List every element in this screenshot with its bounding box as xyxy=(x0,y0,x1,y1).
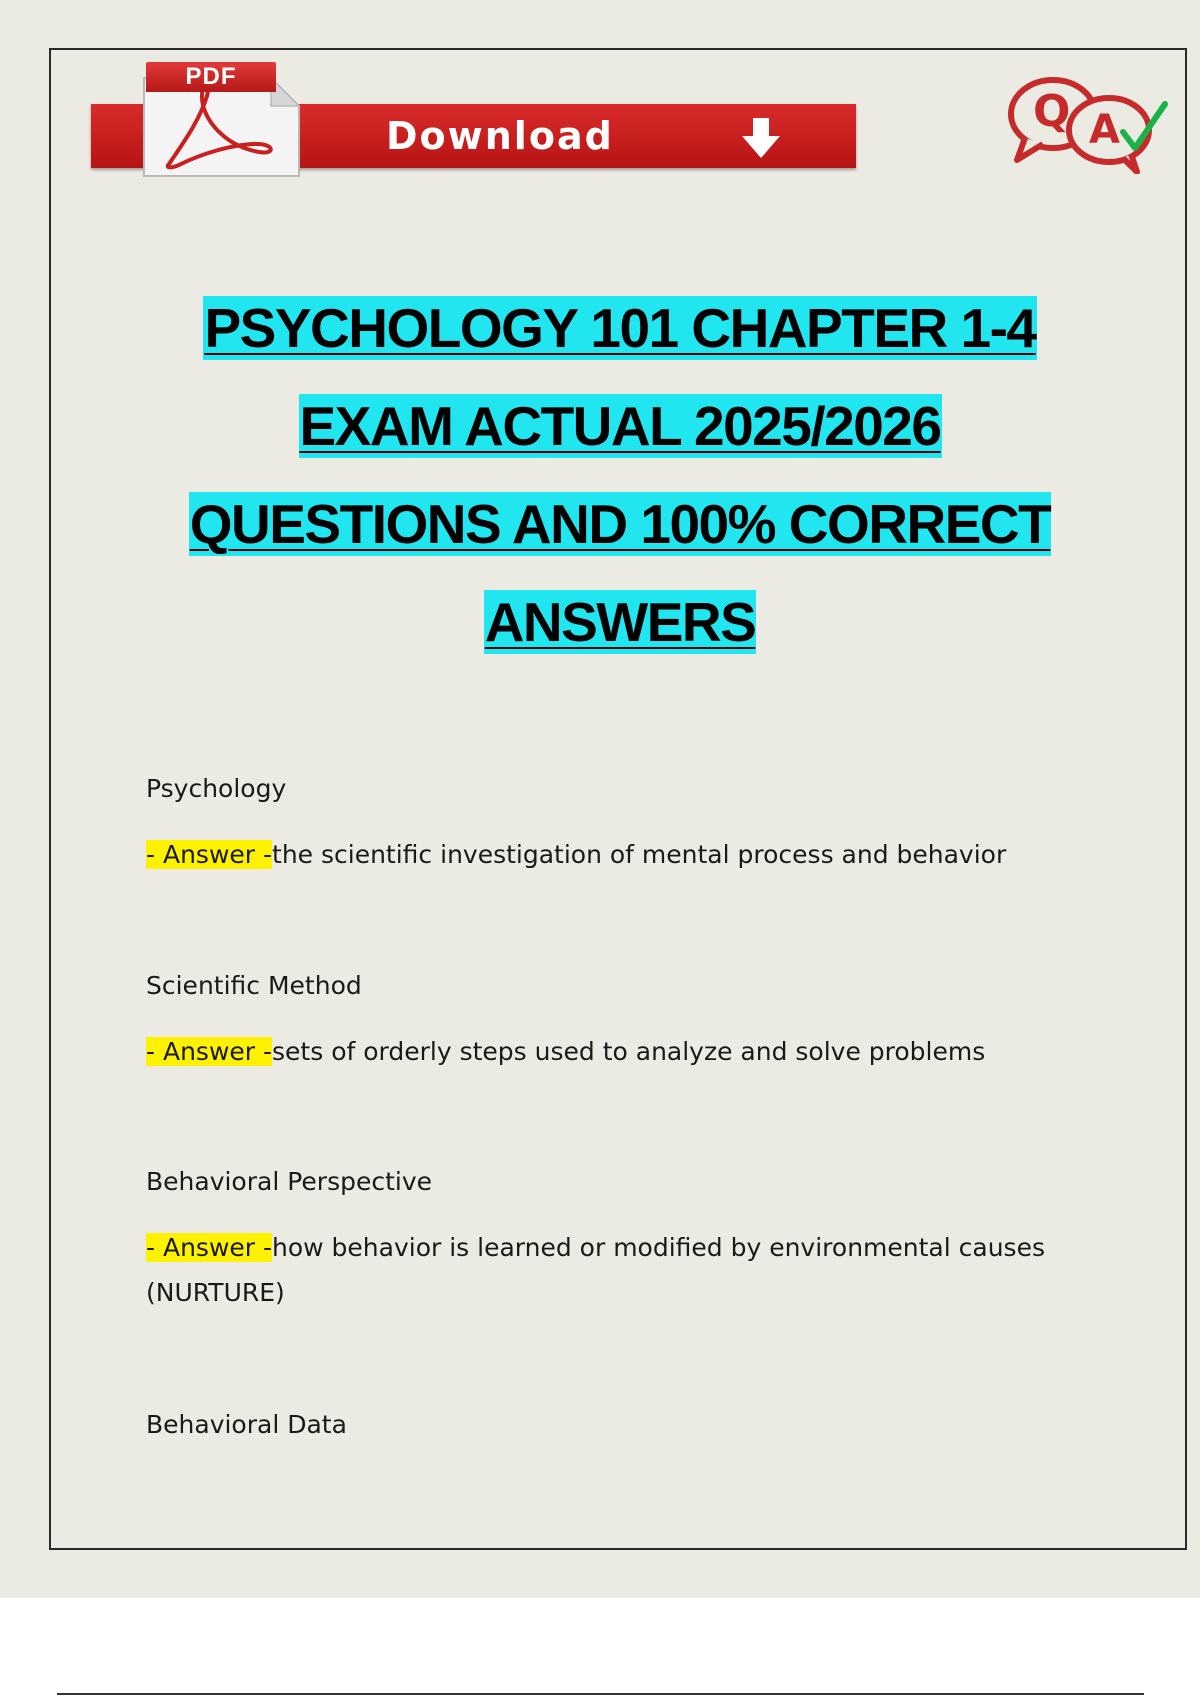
answer-text xyxy=(146,832,1106,877)
title-line: PSYCHOLOGY 101 CHAPTER 1-4 xyxy=(204,297,1036,359)
document-title xyxy=(100,296,1140,688)
answer-label: - Answer - xyxy=(146,1037,273,1066)
download-banner[interactable] xyxy=(91,60,861,180)
pdf-label: PDF xyxy=(146,62,276,92)
qa-item xyxy=(146,963,1106,1074)
qa-item xyxy=(146,1159,1106,1315)
question-text: Behavioral Data xyxy=(146,1410,347,1439)
qa-item xyxy=(146,766,1106,877)
logo-letter-a: A xyxy=(1089,107,1120,153)
title-line: ANSWERS xyxy=(484,591,756,653)
answer-label: - Answer - xyxy=(146,840,273,869)
question-text: Psychology xyxy=(146,774,287,803)
qa-logo xyxy=(1005,74,1170,174)
answer-body: sets of orderly steps used to analyze and solve problems xyxy=(272,1037,986,1066)
answer-label: - Answer - xyxy=(146,1233,273,1262)
question-text: Behavioral Perspective xyxy=(146,1167,433,1196)
page-divider xyxy=(57,1693,1144,1695)
answer-text xyxy=(146,1029,1106,1074)
logo-letter-q: Q xyxy=(1033,86,1071,137)
title-line: EXAM ACTUAL 2025/2026 xyxy=(299,395,941,457)
title-line: QUESTIONS AND 100% CORRECT xyxy=(189,493,1051,555)
answer-body: how behavior is learned or modified by environmental causes (NURTURE) xyxy=(146,1233,1045,1307)
answer-body: the scientific investigation of mental process and behavior xyxy=(272,840,1007,869)
download-label[interactable]: Download xyxy=(386,114,614,158)
pdf-document-icon xyxy=(141,60,301,178)
question-text: Scientific Method xyxy=(146,971,362,1000)
download-arrow-icon[interactable] xyxy=(736,116,786,160)
qa-item xyxy=(146,1402,1106,1447)
answer-text xyxy=(146,1225,1106,1315)
